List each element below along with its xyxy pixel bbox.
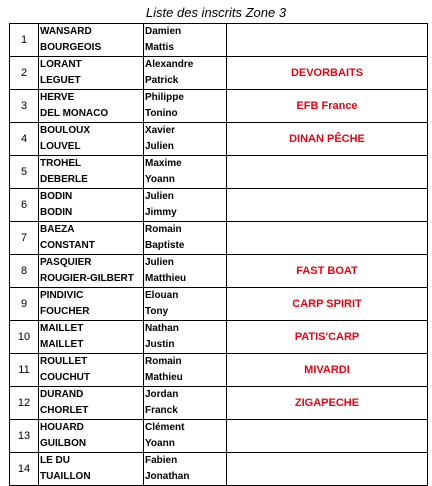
team-number: 7 (10, 222, 39, 255)
first-name: Elouan (145, 290, 179, 301)
last-name: GUILBON (40, 438, 87, 449)
first-name: Patrick (145, 75, 179, 86)
last-names-cell (39, 156, 144, 189)
last-names-cell (39, 354, 144, 387)
team-row (10, 321, 428, 354)
team-number: 10 (10, 321, 39, 354)
team-number: 9 (10, 288, 39, 321)
last-name: ROUGIER-GILBERT (40, 273, 134, 284)
team-row (10, 420, 428, 453)
first-names-cell (144, 354, 227, 387)
first-name: Clément (145, 422, 185, 433)
first-name: Jordan (145, 389, 179, 400)
team-name (227, 222, 428, 255)
team-name: ZIGAPECHE (227, 387, 428, 420)
last-name: BOULOUX (40, 125, 90, 136)
first-name: Alexandre (145, 59, 194, 70)
last-name: MAILLET (40, 339, 84, 350)
first-name: Jimmy (145, 207, 177, 218)
first-names-cell (144, 156, 227, 189)
last-name: TUAILLON (40, 471, 91, 482)
first-name: Mathieu (145, 372, 183, 383)
last-name: LEGUET (40, 75, 81, 86)
last-names-cell (39, 288, 144, 321)
first-names-cell (144, 123, 227, 156)
registration-table (9, 23, 428, 486)
team-name: DINAN PÊCHE (227, 123, 428, 156)
first-names-cell (144, 420, 227, 453)
last-names-cell (39, 321, 144, 354)
first-name: Yoann (145, 438, 175, 449)
last-name: BODIN (40, 191, 73, 202)
team-name: FAST BOAT (227, 255, 428, 288)
team-row (10, 255, 428, 288)
team-name (227, 189, 428, 222)
last-names-cell (39, 24, 144, 57)
last-name: LORANT (40, 59, 82, 70)
team-row (10, 57, 428, 90)
team-row (10, 156, 428, 189)
last-names-cell (39, 123, 144, 156)
page-title: Liste des inscrits Zone 3 (145, 5, 287, 20)
last-name: HOUARD (40, 422, 84, 433)
first-names-cell (144, 321, 227, 354)
first-name: Romain (145, 224, 182, 235)
team-number: 1 (10, 24, 39, 57)
first-name: Nathan (145, 323, 179, 334)
last-names-cell (39, 420, 144, 453)
first-names-cell (144, 57, 227, 90)
last-name: FOUCHER (40, 306, 90, 317)
last-names-cell (39, 90, 144, 123)
last-names-cell (39, 57, 144, 90)
first-name: Justin (145, 339, 175, 350)
last-name: BOURGEOIS (40, 42, 102, 53)
last-name: MAILLET (40, 323, 84, 334)
last-name: BAEZA (40, 224, 75, 235)
first-name: Fabien (145, 455, 178, 466)
last-names-cell (39, 255, 144, 288)
first-names-cell (144, 189, 227, 222)
first-names-cell (144, 453, 227, 486)
team-number: 2 (10, 57, 39, 90)
first-names-cell (144, 90, 227, 123)
last-name: ROULLET (40, 356, 88, 367)
team-row (10, 24, 428, 57)
team-name: EFB France (227, 90, 428, 123)
team-name: CARP SPIRIT (227, 288, 428, 321)
team-number: 6 (10, 189, 39, 222)
team-row (10, 123, 428, 156)
last-names-cell (39, 189, 144, 222)
first-name: Tonino (145, 108, 178, 119)
first-names-cell (144, 288, 227, 321)
team-name: DEVORBAITS (227, 57, 428, 90)
first-name: Maxime (145, 158, 182, 169)
team-row (10, 354, 428, 387)
team-row (10, 222, 428, 255)
first-name: Damien (145, 26, 182, 37)
first-name: Baptiste (145, 240, 185, 251)
team-name (227, 24, 428, 57)
last-names-cell (39, 387, 144, 420)
team-number: 3 (10, 90, 39, 123)
first-name: Julien (145, 257, 174, 268)
team-number: 13 (10, 420, 39, 453)
first-name: Franck (145, 405, 178, 416)
last-name: PINDIVIC (40, 290, 84, 301)
last-name: DEBERLE (40, 174, 88, 185)
team-number: 11 (10, 354, 39, 387)
first-name: Mattis (145, 42, 174, 53)
first-name: Xavier (145, 125, 176, 136)
team-number: 4 (10, 123, 39, 156)
team-row (10, 387, 428, 420)
team-row (10, 189, 428, 222)
last-name: CONSTANT (40, 240, 95, 251)
first-name: Yoann (145, 174, 175, 185)
last-name: DURAND (40, 389, 84, 400)
first-names-cell (144, 222, 227, 255)
first-name: Jonathan (145, 471, 190, 482)
first-name: Julien (145, 191, 174, 202)
first-name: Julien (145, 141, 174, 152)
first-name: Tony (145, 306, 169, 317)
first-names-cell (144, 255, 227, 288)
last-name: LE DU (40, 455, 70, 466)
last-name: CHORLET (40, 405, 89, 416)
last-name: HERVE (40, 92, 75, 103)
team-row (10, 288, 428, 321)
team-number: 14 (10, 453, 39, 486)
last-name: DEL MONACO (40, 108, 109, 119)
last-name: WANSARD (40, 26, 92, 37)
team-name (227, 156, 428, 189)
team-name (227, 420, 428, 453)
first-name: Romain (145, 356, 182, 367)
team-number: 5 (10, 156, 39, 189)
team-number: 12 (10, 387, 39, 420)
last-name: COUCHUT (40, 372, 90, 383)
last-name: PASQUIER (40, 257, 92, 268)
team-name (227, 453, 428, 486)
last-name: LOUVEL (40, 141, 81, 152)
first-name: Philippe (145, 92, 184, 103)
team-name: MIVARDI (227, 354, 428, 387)
team-number: 8 (10, 255, 39, 288)
last-names-cell (39, 453, 144, 486)
team-row (10, 90, 428, 123)
first-names-cell (144, 24, 227, 57)
registration-table-body (10, 24, 428, 486)
team-row (10, 453, 428, 486)
team-name: PATIS'CARP (227, 321, 428, 354)
first-name: Matthieu (145, 273, 187, 284)
last-name: TROHEL (40, 158, 82, 169)
last-names-cell (39, 222, 144, 255)
last-name: BODIN (40, 207, 73, 218)
first-names-cell (144, 387, 227, 420)
